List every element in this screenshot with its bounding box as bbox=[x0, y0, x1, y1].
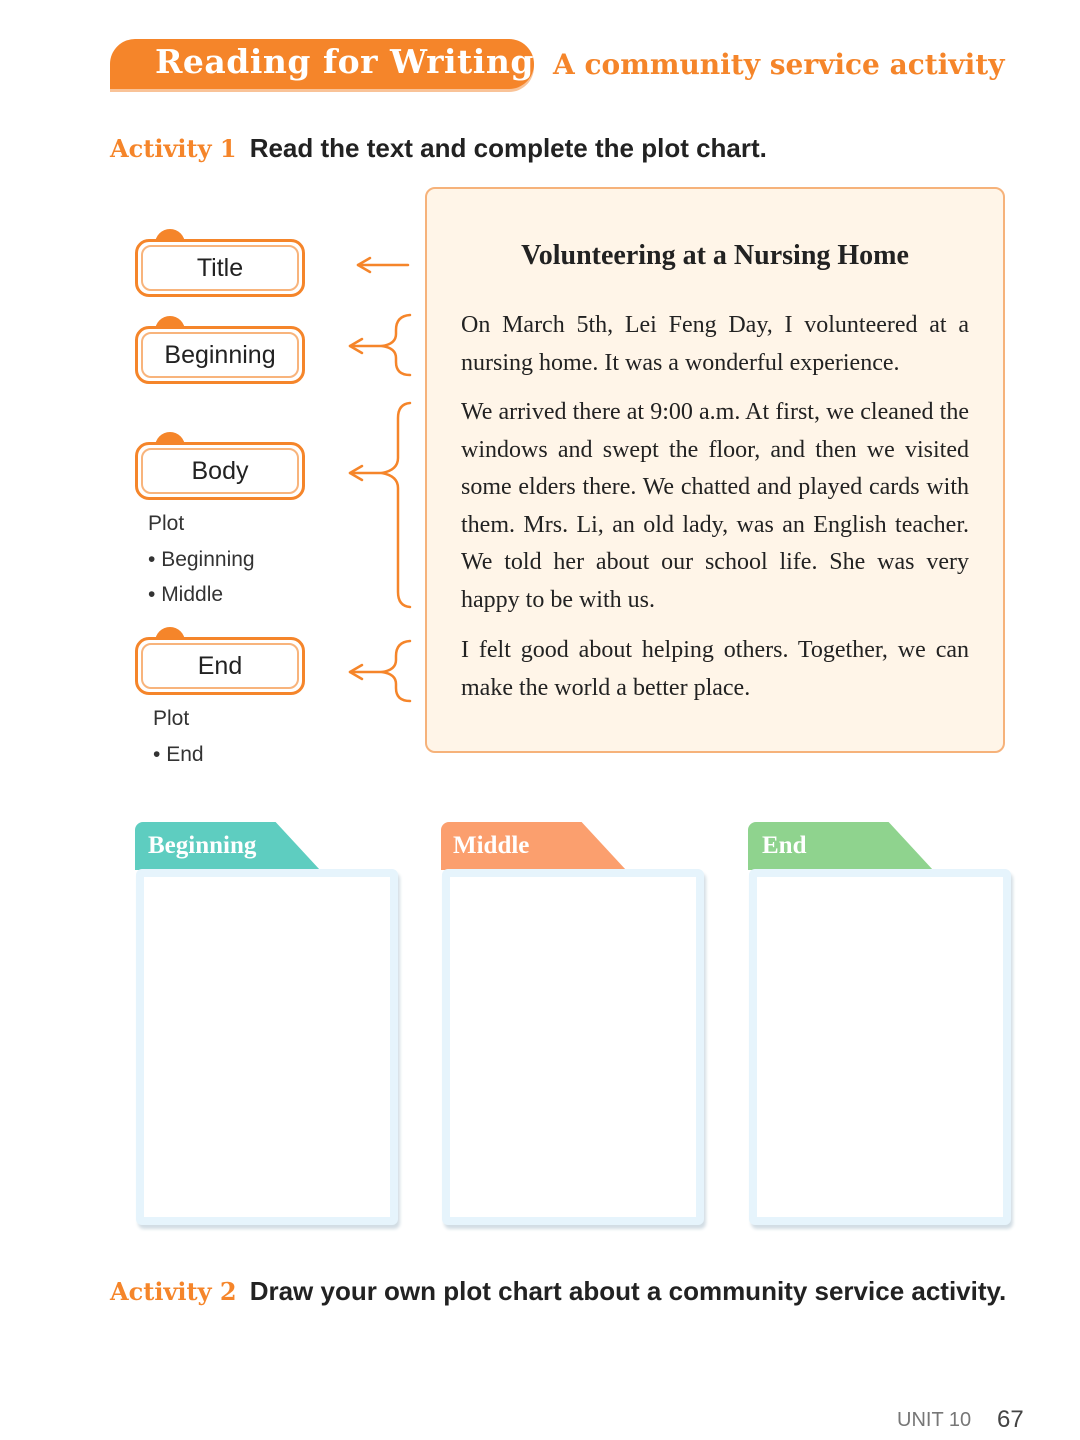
end-answer-box[interactable] bbox=[749, 869, 1011, 1225]
activity2-heading bbox=[110, 1276, 1006, 1307]
section-title: Reading for Writing bbox=[155, 42, 534, 81]
activity1-heading bbox=[110, 133, 767, 164]
middle-answer-box[interactable] bbox=[442, 869, 704, 1225]
unit-label: UNIT 10 bbox=[897, 1409, 972, 1431]
activity2-instruction: Draw your own plot chart about a community service activity. bbox=[249, 1276, 1007, 1306]
reading-paragraph-beginning: On March 5th, Lei Feng Day, I volunteered at a nursing home. It was a wonderful experience. bbox=[461, 312, 969, 376]
section-subtitle: A community service activity bbox=[553, 48, 1005, 81]
beginning-brace-icon bbox=[350, 315, 410, 375]
title-box-label: Title bbox=[196, 253, 244, 282]
title-arrow-icon bbox=[358, 258, 408, 272]
structure-arrows bbox=[330, 240, 420, 720]
body-plot-item: • Middle bbox=[148, 583, 224, 606]
reading-paragraph-end: I felt good about helping others. Together, we can make the world a better place. bbox=[461, 637, 969, 701]
activity1-instruction: Read the text and complete the plot chart. bbox=[249, 133, 767, 163]
end-box-label: End bbox=[197, 651, 243, 680]
end-column-label: End bbox=[762, 832, 807, 859]
body-box-label: Body bbox=[191, 456, 249, 485]
title-box bbox=[135, 239, 305, 297]
page-number: 67 bbox=[997, 1406, 1024, 1433]
end-plot-item: • End bbox=[153, 743, 204, 766]
reading-title: Volunteering at a Nursing Home bbox=[521, 240, 909, 271]
end-box bbox=[135, 637, 305, 695]
body-box bbox=[135, 442, 305, 500]
beginning-box bbox=[135, 326, 305, 384]
reading-paragraph-body: We arrived there at 9:00 a.m. At first, we cleaned the windows and swept the floor, and then we visited some elders there. We chatted and played cards with them. Mrs. Li, an old lady, was an English teacher. We told her about our school life. She was very happy to be with us. bbox=[461, 399, 969, 613]
body-plot-heading: Plot bbox=[148, 512, 185, 535]
activity1-label: Activity 1 bbox=[110, 134, 237, 163]
body-plot-item: • Beginning bbox=[148, 548, 255, 571]
beginning-box-label: Beginning bbox=[164, 340, 276, 369]
middle-column-label: Middle bbox=[453, 832, 530, 859]
beginning-answer-box[interactable] bbox=[136, 869, 398, 1225]
end-brace-icon bbox=[350, 641, 410, 701]
body-brace-icon bbox=[350, 403, 410, 607]
activity2-label: Activity 2 bbox=[110, 1277, 237, 1306]
end-plot-heading: Plot bbox=[153, 707, 190, 730]
beginning-column-label: Beginning bbox=[148, 832, 257, 859]
